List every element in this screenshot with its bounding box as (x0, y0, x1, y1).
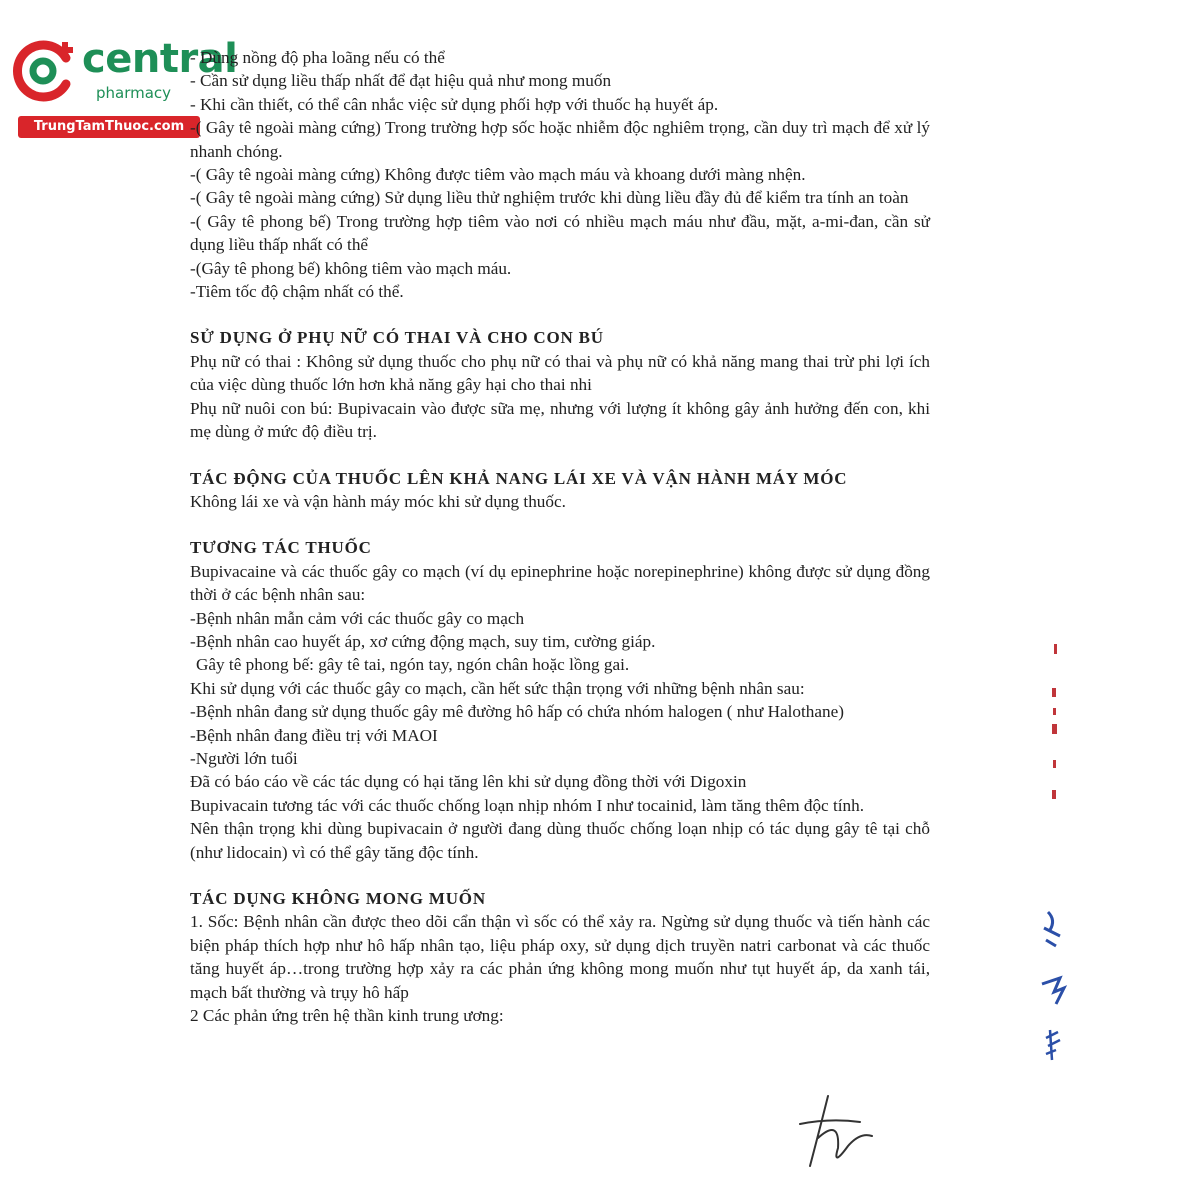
leaflet-page (190, 46, 930, 1027)
text-line: -( Gây tê phong bế) Trong trường hợp tiêm vào nơi có nhiều mạch máu như đầu, mặt, a-mi-đan, cần sử dụng liều thấp nhất có thể (190, 211, 930, 255)
pharmacy-logo-icon (8, 36, 78, 106)
stamp-fragment (1020, 900, 1080, 1080)
section-heading-side-effects: TÁC DỤNG KHÔNG MONG MUỐN (190, 889, 486, 908)
text-line: Phụ nữ nuôi con bú: Bupivacain vào được sữa mẹ, nhưng với lượng ít không gây ảnh hưởng đến con, khi mẹ dùng ở mức độ điều trị. (190, 398, 930, 442)
brand-subtitle: pharmacy (96, 84, 172, 102)
text-line: Nên thận trọng khi dùng bupivacain ở người đang dùng thuốc chống loạn nhịp có tác dụng gây tê tại chỗ (như lidocain) vì có thể gây tăng độc tính. (190, 819, 930, 862)
text-line: Bupivacaine và các thuốc gây co mạch (ví dụ epinephrine hoặc norepinephrine) không được sử dụng đồng thời ở các bệnh nhân sau: (190, 561, 930, 605)
margin-marks (1040, 640, 1070, 810)
text-line: Gây tê phong bế: gây tê tai, ngón tay, ngón chân hoặc lồng gai. (196, 655, 630, 675)
text-line: Đã có báo cáo về các tác dụng có hại tăng lên khi sử dụng đồng thời với Digoxin (190, 772, 747, 792)
text-line: - Dùng nồng độ pha loãng nếu có thể (190, 48, 445, 67)
text-line: -Tiêm tốc độ chậm nhất có thể. (190, 282, 404, 302)
signature (770, 1088, 900, 1178)
brand-name: central (82, 36, 238, 82)
text-line: Khi sử dụng với các thuốc gây co mạch, cần hết sức thận trọng với những bệnh nhân sau: (190, 678, 805, 698)
text-line: 1. Sốc: Bệnh nhân cần được theo dõi cẩn thận vì sốc có thể xảy ra. Ngừng sử dụng thuốc và tiến hành các biện pháp thích hợp như hô hấp nhân tạo, liệu pháp oxy, sử dụng dịch truyền natri carbonat và các thuốc tăng huyết áp…trong trường hợp xảy ra các phản ứng không mong muốn như tụt huyết áp, da xanh tái, mạch bất thường và trụy hô hấp (190, 912, 930, 1002)
section-heading-driving: TÁC ĐỘNG CỦA THUỐC LÊN KHẢ NANG LÁI XE VÀ VẬN HÀNH MÁY MÓC (190, 468, 848, 488)
text-line: -(Gây tê phong bế) không tiêm vào mạch máu. (190, 258, 512, 278)
text-line: -Bệnh nhân đang điều trị với MAOI (190, 725, 438, 745)
text-line: 2 Các phản ứng trên hệ thần kinh trung ương: (190, 1006, 504, 1026)
site-banner: TrungTamThuoc.com (18, 116, 200, 138)
section-heading-interactions: TƯƠNG TÁC THUỐC (190, 538, 372, 558)
text-line: Phụ nữ có thai : Không sử dụng thuốc cho phụ nữ có thai và phụ nữ có khả năng mang thai trừ phi lợi ích của việc dùng thuốc lớn hơn khả năng gây hại cho thai nhi (190, 351, 930, 395)
central-pharmacy-logo (8, 34, 238, 144)
text-line: - Cần sử dụng liều thấp nhất để đạt hiệu quả như mong muốn (190, 71, 612, 91)
text-line: -Bệnh nhân mẫn cảm với các thuốc gây co mạch (190, 608, 525, 628)
section-heading-pregnancy: SỬ DỤNG Ở PHỤ NỮ CÓ THAI VÀ CHO CON BÚ (190, 328, 604, 348)
text-line: -( Gây tê ngoài màng cứng) Sử dụng liều thử nghiệm trước khi dùng liều đầy đủ để kiểm tra tính an toàn (190, 188, 909, 208)
text-line: -Bệnh nhân cao huyết áp, xơ cứng động mạch, suy tim, cường giáp. (190, 631, 656, 651)
text-line: -( Gây tê ngoài màng cứng) Không được tiêm vào mạch máu và khoang dưới màng nhện. (190, 165, 806, 185)
text-line: -Bệnh nhân đang sử dụng thuốc gây mê đường hô hấp có chứa nhóm halogen ( như Halothane) (190, 702, 844, 722)
text-line: - Khi cần thiết, có thể cân nhắc việc sử dụng phối hợp với thuốc hạ huyết áp. (190, 94, 719, 114)
text-line: Bupivacain tương tác với các thuốc chống loạn nhịp nhóm I như tocainid, làm tăng thêm độc tính. (190, 795, 865, 815)
text-line: -( Gây tê ngoài màng cứng) Trong trường hợp sốc hoặc nhiễm độc nghiêm trọng, cần duy trì mạch để xử lý nhanh chóng. (190, 118, 930, 161)
text-line: -Người lớn tuổi (190, 748, 298, 768)
text-line: Không lái xe và vận hành máy móc khi sử dụng thuốc. (190, 491, 566, 511)
